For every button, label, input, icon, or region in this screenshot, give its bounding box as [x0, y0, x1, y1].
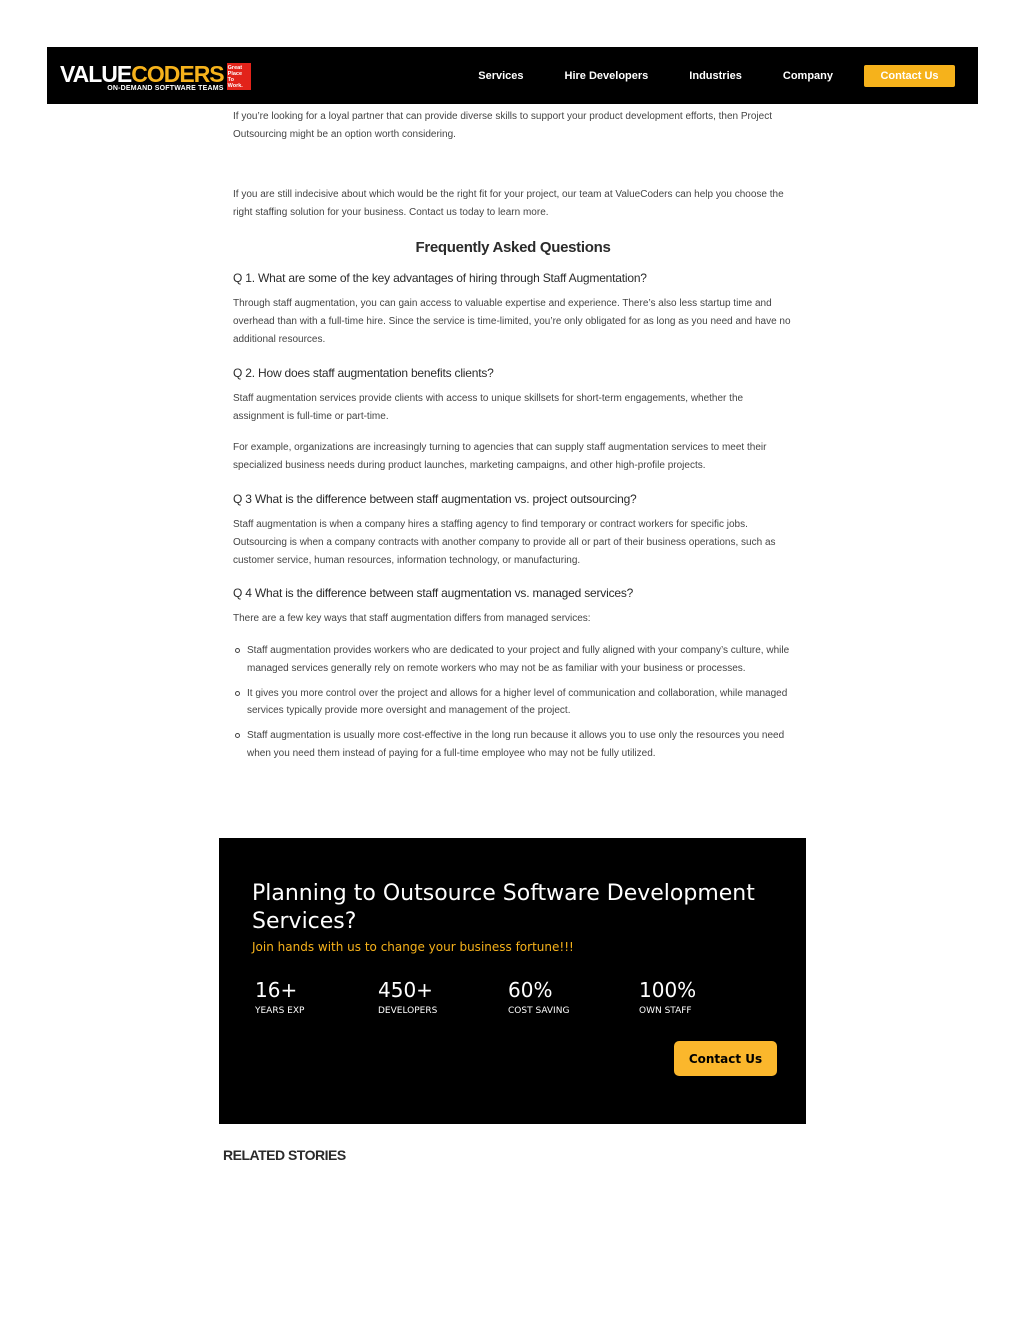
stat-cost-saving [508, 978, 569, 1016]
related-stories-heading: RELATED STORIES [223, 1147, 346, 1163]
stat-value: 450+ [378, 978, 433, 1002]
valuecoders-logo[interactable] [60, 63, 251, 92]
faq-heading: Frequently Asked Questions [415, 239, 611, 256]
bullet-circle-icon [235, 733, 240, 738]
stat-years-exp [255, 978, 304, 1016]
faq-answer-2a: Staff augmentation services provide clients with access to unique skillsets for short-term engagements, whether the assignment is full-time or part-time. [233, 393, 744, 422]
bullet-circle-icon [235, 648, 240, 653]
nav-item-company[interactable]: Company [782, 69, 833, 82]
logo-wordmark [60, 63, 224, 92]
logo-word-value: VALUE [60, 61, 132, 87]
main-nav [478, 47, 955, 104]
article-paragraph-intro-2: If you are still indecisive about which would be the right fit for your project, our team at ValueCoders can help you choose the right staffing solution for your business. Contact us today to learn more. [233, 189, 784, 218]
list-item: It gives you more control over the project and allows for a higher level of communication and collaboration, while managed services typically provide more oversight and management of the project. [233, 685, 795, 721]
outsource-cta-banner [219, 838, 806, 1124]
faq-answer-3: Staff augmentation is when a company hires a staffing agency to find temporary or contract workers for specific jobs. Outsourcing is when a company contracts with another company to provide all or part of their business operations, such as customer service, human resources, information technology, or manufacturing. [233, 519, 776, 566]
faq-answer-4: There are a few key ways that staff augmentation differs from managed services: [233, 613, 591, 624]
stat-value: 100% [639, 978, 697, 1002]
faq-answer-1: Through staff augmentation, you can gain access to valuable expertise and experience. There’s also less startup time and overhead than with a full-time hire. Since the service is time-limited, you’re only obligated for as long as you need and have no additional resources. [233, 298, 791, 345]
faq-answer-2b: For example, organizations are increasingly turning to agencies that can supply staff augmentation services to meet their specialized business needs during product launches, marketing campaigns, and other high-profile projects. [233, 442, 767, 471]
stat-value: 16+ [255, 978, 298, 1002]
logo-word-coders: CODERS [131, 61, 224, 87]
stat-value: 60% [508, 978, 553, 1002]
stat-label: COST SAVING [508, 1006, 570, 1016]
faq-question-4: Q 4 What is the difference between staff augmentation vs. managed services? [233, 586, 634, 600]
nav-item-hire-developers[interactable]: Hire Developers [564, 69, 649, 82]
stat-developers [378, 978, 437, 1016]
stat-label: DEVELOPERS [378, 1006, 438, 1016]
list-item: Staff augmentation provides workers who are dedicated to your project and fully aligned with your company’s culture, while managed services generally rely on remote workers who may not be as familiar with your business or processes. [233, 642, 795, 678]
logo-tagline: ON-DEMAND SOFTWARE TEAMS [107, 85, 224, 92]
banner-contact-button[interactable]: Contact Us [674, 1041, 777, 1076]
nav-item-industries[interactable]: Industries [689, 69, 742, 82]
faq-question-3: Q 3 What is the difference between staff augmentation vs. project outsourcing? [233, 492, 637, 506]
site-header [47, 47, 978, 104]
banner-title: Planning to Outsource Software Development Services? [252, 881, 755, 934]
stat-label: OWN STAFF [639, 1006, 692, 1016]
bullet-circle-icon [235, 691, 240, 696]
faq-question-1: Q 1. What are some of the key advantages of hiring through Staff Augmentation? [233, 271, 647, 285]
great-place-to-work-badge: Great Place To Work. [227, 63, 251, 90]
stat-own-staff [639, 978, 696, 1016]
list-item: Staff augmentation is usually more cost-effective in the long run because it allows you to use only the resources you need when you need them instead of paying for a full-time employee who may not be fully utilized. [233, 727, 795, 763]
banner-subtitle: Join hands with us to change your business fortune!!! [252, 940, 574, 954]
stat-label: YEARS EXP [255, 1006, 305, 1016]
nav-item-services[interactable]: Services [478, 69, 524, 82]
faq-answer-4-list [233, 642, 795, 770]
header-contact-button[interactable]: Contact Us [864, 65, 955, 87]
faq-question-2: Q 2. How does staff augmentation benefits clients? [233, 366, 494, 380]
article-paragraph-intro-1: If you’re looking for a loyal partner that can provide diverse skills to support your product development efforts, then Project Outsourcing might be an option worth considering. [233, 111, 772, 140]
